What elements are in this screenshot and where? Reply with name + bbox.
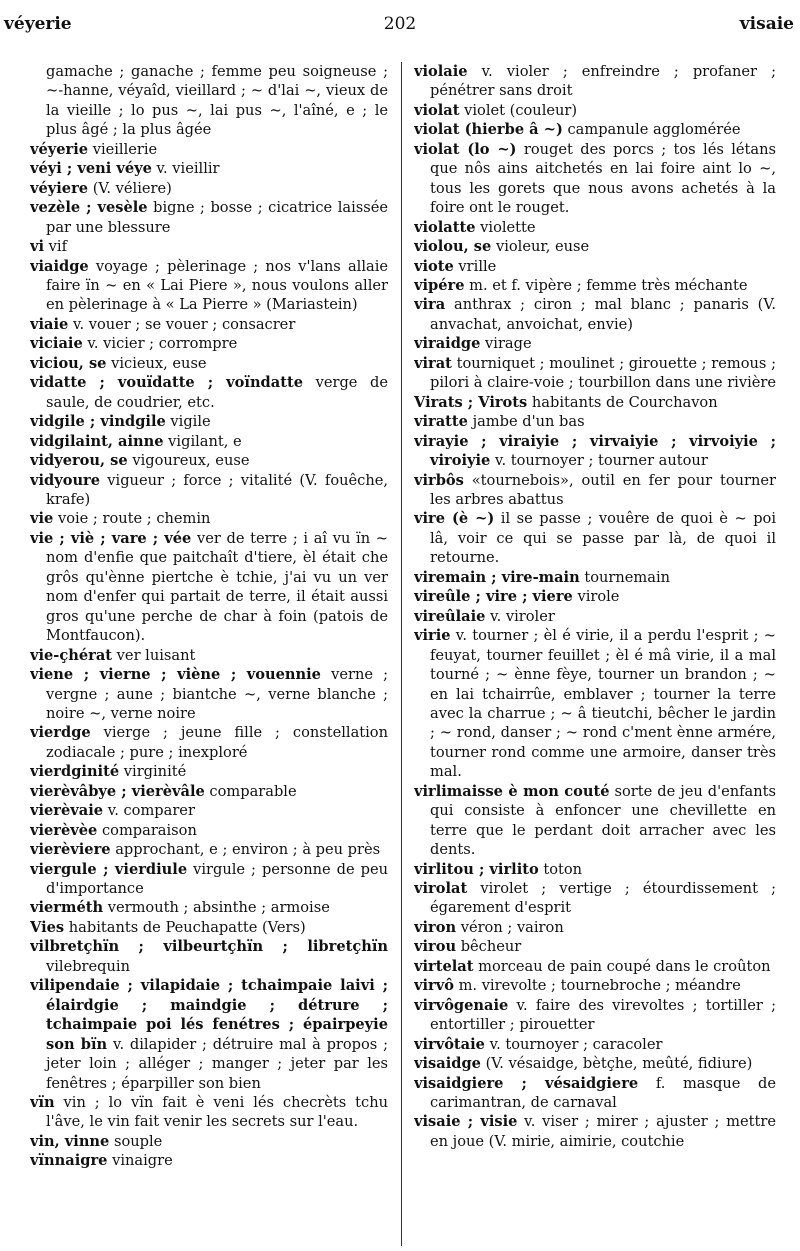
entry-definition: tourniquet ; moulinet ; girouette ; remous ; pilori à claire-voie ; tourbillon dans une rivière xyxy=(430,354,776,392)
entry-definition: vin ; lo vïn fait è veni lés checrèts tchu l'âve, le vin fait venir les secrets sur l'eau. xyxy=(46,1094,388,1131)
entry-headword: vie xyxy=(30,510,54,528)
entry-headword: violat (hierbe â ~) xyxy=(414,121,563,139)
entry-headword: vierèvèe xyxy=(30,821,98,839)
entry-definition: v. vieillir xyxy=(151,160,220,178)
dictionary-entry xyxy=(30,918,388,937)
dictionary-entry xyxy=(414,354,776,393)
dictionary-entry xyxy=(414,140,776,218)
entry-definition: voie ; route ; chemin xyxy=(53,510,211,528)
entry-headword: vierèviere xyxy=(30,841,111,859)
entry-definition: comparaison xyxy=(97,821,197,839)
entry-definition: toton xyxy=(538,860,583,878)
entry-definition: violette xyxy=(475,218,536,236)
dictionary-entry xyxy=(414,568,776,587)
entry-definition: vilebrequin xyxy=(46,957,130,975)
entry-definition: jambe d'un bas xyxy=(467,413,585,431)
entry-headword: viaie xyxy=(30,315,69,333)
entry-definition: virginité xyxy=(119,763,187,781)
entry-definition: vrille xyxy=(453,257,497,275)
dictionary-entry xyxy=(414,957,776,976)
entry-definition: v. vouer ; se vouer ; consacrer xyxy=(68,315,296,333)
entry-headword: virlitou ; virlito xyxy=(414,860,539,878)
entry-definition: il se passe ; vouêre de quoi è ~ poi lâ, voir ce qui se passe par là, de quoi il retourne. xyxy=(430,510,776,567)
entry-definition: v. viroler xyxy=(485,607,555,625)
entry-headword: viciou, se xyxy=(30,354,107,372)
dictionary-entry xyxy=(30,412,388,431)
running-head-right: visaie xyxy=(739,14,794,34)
dictionary-entry xyxy=(414,1054,776,1073)
entry-headword: vireûlaie xyxy=(414,607,486,625)
entry-definition: vinaigre xyxy=(107,1152,173,1170)
dictionary-entry xyxy=(30,62,388,140)
entry-continuation: gamache ; ganache ; femme peu soigneuse ; ~-hanne, véyaîd, vieillard ; ~ d'lai ~, vieux de la vieille ; lo pus ~, lai pus ~, l'aîné, e ; le plus âgé ; la plus âgée xyxy=(46,63,388,139)
dictionary-entry xyxy=(30,159,388,178)
entry-definition: «tournebois», outil en fer pour tourner les arbres abattus xyxy=(430,471,776,508)
entry-headword: viron xyxy=(414,918,457,936)
entry-headword: virlimaisse è mon couté xyxy=(414,782,610,800)
entry-definition: habitants de Peuchapatte (Vers) xyxy=(64,918,306,936)
entry-headword: viremain ; vire-main xyxy=(414,568,580,586)
right-column xyxy=(414,62,776,1247)
dictionary-entry xyxy=(30,782,388,801)
entry-definition: v. comparer xyxy=(103,802,195,820)
entry-headword: vi xyxy=(30,238,45,256)
dictionary-entry xyxy=(30,334,388,353)
entry-definition: voyage ; pèlerinage ; nos v'lans allaie faire ïn ~ en « Lai Piere », nous voulons aller en pèlerinage à « La Pierre » (Mariastein) xyxy=(46,257,388,314)
entry-headword: violatte xyxy=(414,218,476,236)
entry-headword: visaidgiere ; vésaidgiere xyxy=(414,1074,639,1092)
dictionary-entry xyxy=(30,976,388,1093)
dictionary-entry xyxy=(30,1151,388,1170)
entry-definition: verge de saule, de coudrier, etc. xyxy=(46,374,388,411)
entry-headword: virvôtaie xyxy=(414,1035,485,1053)
entry-headword: viote xyxy=(414,257,454,275)
dictionary-entry xyxy=(414,257,776,276)
dictionary-entry xyxy=(414,471,776,510)
entry-definition: ver luisant xyxy=(112,646,196,664)
dictionary-entry xyxy=(414,587,776,606)
dictionary-entry xyxy=(30,257,388,315)
dictionary-entry xyxy=(30,801,388,820)
entry-definition: véron ; vairon xyxy=(456,918,564,936)
entry-headword: vire (è ~) xyxy=(414,510,495,528)
entry-definition: bêcheur xyxy=(456,938,522,956)
dictionary-entry xyxy=(30,432,388,451)
entry-headword: vidyerou, se xyxy=(30,452,128,470)
entry-headword: viene ; vierne ; viène ; vouennie xyxy=(30,666,321,684)
dictionary-entry xyxy=(30,354,388,373)
entry-headword: vin, vinne xyxy=(30,1132,110,1150)
page-header xyxy=(0,0,800,46)
entry-headword: vira xyxy=(414,296,446,314)
entry-definition: v. dilapider ; détruire mal à propos ; jeter loin ; alléger ; manger ; jeter par les fenêtres ; éparpiller son bien xyxy=(46,1035,388,1092)
dictionary-entry xyxy=(414,607,776,626)
dictionary-entry xyxy=(30,198,388,237)
entry-headword: véyi ; veni véye xyxy=(30,160,152,178)
dictionary-entry xyxy=(414,509,776,567)
entry-definition: vieillerie xyxy=(88,140,158,158)
entry-definition: virage xyxy=(480,335,532,353)
entry-definition: approchant, e ; environ ; à peu près xyxy=(110,841,381,859)
entry-headword: vie-çhérat xyxy=(30,646,113,664)
entry-definition: vigoureux, euse xyxy=(127,452,250,470)
entry-definition: campanule agglomérée xyxy=(562,121,741,139)
entry-headword: visaie ; visie xyxy=(414,1113,518,1131)
entry-definition: verne ; vergne ; aune ; biantche ~, verne blanche ; noire ~, verne noire xyxy=(46,666,388,722)
entry-definition: v. faire des virevoltes ; tortiller ; entortiller ; pirouetter xyxy=(430,996,776,1034)
dictionary-entry xyxy=(30,1093,388,1132)
entry-definition: violeur, euse xyxy=(491,238,590,256)
entry-definition: virole xyxy=(572,588,620,606)
dictionary-entry xyxy=(30,937,388,976)
entry-definition: v. tourner ; èl é virie, il a perdu l'esprit ; ~ feuyat, tourner feuillet ; èl é mâ virie, il a mal tourné ; ~ ènne fèye, tourner un brandon ; ~ en lai tchairrûe, emblaver ; tourner la terre avec la charrue ; ~ â tieutchi, bêcher le jardin ; ~ rond, danser ; ~ rond c'ment ènne armére, tourner rond comme une armoire, danser très mal. xyxy=(430,627,776,781)
dictionary-entry xyxy=(30,179,388,198)
entry-definition: v. tournoyer ; tourner autour xyxy=(490,452,708,470)
dictionary-entry xyxy=(414,412,776,431)
dictionary-entry xyxy=(30,898,388,917)
entry-definition: virolet ; vertige ; étourdissement ; égarement d'esprit xyxy=(430,880,776,917)
dictionary-entry xyxy=(30,665,388,723)
entry-definition: ver de terre ; i aî vu ïn ~ nom d'enfie que paitchaît d'tiere, èl était che grôs qu'ènne piertche è tchie, j'ai vu un ver nom d'enfer qui partait de terre, il était aussi gros qu'une perche de char à foin (patois de Montfaucon). xyxy=(46,529,388,645)
entry-definition: m. virevolte ; tournebroche ; méandre xyxy=(453,977,741,995)
entry-definition: f. masque de carimantran, de carnaval xyxy=(430,1074,776,1112)
entry-headword: vidatte ; vouïdatte ; voïndatte xyxy=(30,374,303,392)
entry-headword: véyiere xyxy=(30,179,89,197)
dictionary-entry xyxy=(414,120,776,139)
dictionary-entry xyxy=(414,393,776,412)
entry-headword: virayie ; viraiyie ; virvaiyie ; virvoiyie ; viroiyie xyxy=(414,432,776,470)
entry-definition: sorte de jeu d'enfants qui consiste à enfoncer une chevillette en terre que le perdant doit arracher avec les dents. xyxy=(430,782,776,859)
dictionary-entry xyxy=(30,140,388,159)
entry-headword: vidgile ; vindgile xyxy=(30,413,166,431)
entry-headword: vilbretçhïn ; vilbeurtçhïn ; libretçhïn xyxy=(30,938,388,956)
entry-definition: souple xyxy=(109,1132,163,1150)
dictionary-entry xyxy=(30,762,388,781)
entry-definition: vicieux, euse xyxy=(106,354,207,372)
dictionary-entry xyxy=(414,626,776,782)
entry-definition: vigueur ; force ; vitalité (V. fouêche, krafe) xyxy=(46,471,388,508)
entry-definition: violet (couleur) xyxy=(459,101,578,119)
entry-headword: vipére xyxy=(414,276,465,294)
entry-headword: vierèvâbye ; vierèvâle xyxy=(30,782,205,800)
dictionary-entry xyxy=(30,315,388,334)
entry-headword: viciaie xyxy=(30,335,83,353)
dictionary-entry xyxy=(414,879,776,918)
entry-headword: virat xyxy=(414,354,452,372)
entry-definition: rouget des porcs ; tos lés létans que nôs ains aitchetés en lai foire aint lo ~, tous les gorets que nous avons achetés à la foire ont le rouget. xyxy=(430,140,776,217)
dictionary-entry xyxy=(30,840,388,859)
entry-headword: Vies xyxy=(30,918,65,936)
dictionary-entry xyxy=(414,860,776,879)
entry-headword: viraidge xyxy=(414,335,481,353)
entry-definition: v. viser ; mirer ; ajuster ; mettre en joue (V. mirie, aimirie, coutchie xyxy=(430,1113,776,1150)
entry-definition: vigile xyxy=(165,413,211,431)
entry-definition: virgule ; personne de peu d'importance xyxy=(46,860,388,898)
entry-headword: vierdginité xyxy=(30,763,120,781)
entry-headword: vireûle ; vire ; viere xyxy=(414,588,573,606)
entry-definition: vif xyxy=(44,238,67,256)
column-divider xyxy=(401,62,402,1246)
dictionary-entry xyxy=(414,1112,776,1151)
dictionary-entry xyxy=(414,295,776,334)
entry-headword: vierdge xyxy=(30,724,91,742)
entry-definition: m. et f. vipère ; femme très méchante xyxy=(464,276,748,294)
dictionary-entry xyxy=(414,218,776,237)
dictionary-entry xyxy=(414,1074,776,1113)
entry-headword: vïn xyxy=(30,1094,55,1112)
entry-headword: virou xyxy=(414,938,457,956)
entry-headword: virvôgenaie xyxy=(414,996,509,1014)
entry-headword: vidyoure xyxy=(30,471,101,489)
entry-headword: vilipendaie ; vilapidaie ; tchaimpaie laivi ; élairdgie ; maindgie ; détrure ; tchaimpaie poi lés fenétres ; épairpeyie son bïn xyxy=(30,977,388,1053)
entry-headword: vierméth xyxy=(30,899,104,917)
entry-definition: (V. vésaidge, bètçhe, meûté, fidiure) xyxy=(480,1055,753,1073)
dictionary-entry xyxy=(414,1035,776,1054)
entry-headword: visaidge xyxy=(414,1055,481,1073)
entry-headword: virbôs xyxy=(414,471,464,489)
entry-headword: violaie xyxy=(414,63,468,80)
entry-definition: anthrax ; ciron ; mal blanc ; panaris (V. anvachat, anvoichat, envie) xyxy=(430,296,776,333)
entry-headword: vie ; viè ; vare ; vée xyxy=(30,529,192,547)
entry-definition: v. tournoyer ; caracoler xyxy=(484,1035,663,1053)
dictionary-entry xyxy=(414,432,776,471)
dictionary-entry xyxy=(30,509,388,528)
entry-definition: bigne ; bosse ; cicatrice laissée par une blessure xyxy=(46,199,388,236)
dictionary-entry xyxy=(30,471,388,510)
dictionary-entry xyxy=(30,646,388,665)
dictionary-entry xyxy=(414,996,776,1035)
dictionary-entry xyxy=(30,723,388,762)
entry-definition: vierge ; jeune fille ; constellation zodiacale ; pure ; inexploré xyxy=(46,724,388,761)
entry-definition: vigilant, e xyxy=(163,432,242,450)
entry-headword: violat (lo ~) xyxy=(414,140,517,158)
entry-headword: virtelat xyxy=(414,957,474,975)
entry-definition: habitants de Courchavon xyxy=(527,393,718,411)
dictionary-entry xyxy=(30,373,388,412)
dictionary-entry xyxy=(30,451,388,470)
entry-headword: vïnnaigre xyxy=(30,1152,108,1170)
entry-headword: vidgilaint, ainne xyxy=(30,432,164,450)
entry-headword: véyerie xyxy=(30,140,89,158)
entry-headword: virie xyxy=(414,627,451,645)
running-head-left: véyerie xyxy=(4,14,72,34)
dictionary-entry xyxy=(30,1132,388,1151)
dictionary-entry xyxy=(414,237,776,256)
entry-definition: v. vicier ; corrompre xyxy=(82,335,238,353)
entry-headword: viaidge xyxy=(30,257,89,275)
dictionary-entry xyxy=(30,529,388,646)
dictionary-entry xyxy=(414,918,776,937)
entry-headword: viergule ; vierdiule xyxy=(30,860,188,878)
dictionary-entry xyxy=(414,976,776,995)
dictionary-entry xyxy=(414,62,776,101)
dictionary-entry xyxy=(414,937,776,956)
entry-headword: violat xyxy=(414,101,460,119)
dictionary-entry xyxy=(414,334,776,353)
left-column xyxy=(30,62,388,1247)
entry-definition: morceau de pain coupé dans le croûton xyxy=(473,957,771,975)
entry-headword: virolat xyxy=(414,880,468,898)
entry-headword: Virats ; Virots xyxy=(414,393,528,411)
entry-definition: v. violer ; enfreindre ; profaner ; pénétrer sans droit xyxy=(430,63,776,100)
entry-definition: (V. véliere) xyxy=(88,179,172,197)
dictionary-entry xyxy=(30,821,388,840)
entry-definition: tournemain xyxy=(579,568,671,586)
entry-headword: viratte xyxy=(414,413,468,431)
entry-definition: vermouth ; absinthe ; armoise xyxy=(103,899,330,917)
dictionary-entry xyxy=(414,276,776,295)
dictionary-entry xyxy=(30,237,388,256)
dictionary-entry xyxy=(30,860,388,899)
entry-definition: comparable xyxy=(204,782,297,800)
entry-headword: violou, se xyxy=(414,238,492,256)
dictionary-entry xyxy=(414,782,776,860)
dictionary-entry xyxy=(414,101,776,120)
entry-headword: virvô xyxy=(414,977,454,995)
page-number: 202 xyxy=(383,14,417,34)
entry-headword: vierèvaie xyxy=(30,802,104,820)
entry-headword: vezèle ; vesèle xyxy=(30,199,148,217)
